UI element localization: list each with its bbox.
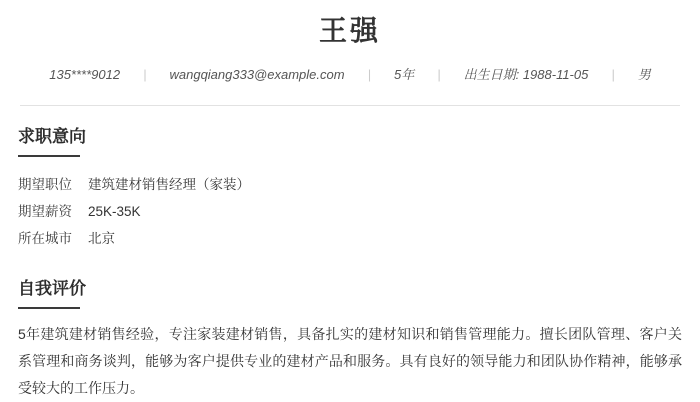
self-evaluation-text: 5年建筑建材销售经验，专注家装建材销售，具备扎实的建材知识和销售管理能力。擅长团队管理、客户关系管理和商务谈判，能够为客户提供专业的建材产品和服务。具有良好的领导能力和团队协作精神，能够承受较大的工作压力。 — [18, 326, 682, 396]
section-self-evaluation — [0, 279, 700, 402]
field-row-expected-salary — [18, 205, 682, 219]
contact-phone: 135****9012 — [49, 67, 121, 82]
section-title-underline — [18, 155, 80, 157]
contact-info-row — [0, 67, 700, 83]
field-value-current-city: 北京 — [88, 231, 115, 246]
contact-gender: 男 — [637, 67, 651, 82]
field-value-expected-position: 建筑建材销售经理（家装） — [88, 177, 250, 192]
section-title-self-evaluation: 自我评价 — [18, 279, 86, 298]
field-row-expected-position — [18, 178, 682, 192]
field-label-current-city: 所在城市 — [18, 231, 72, 246]
contact-experience: 5年 — [393, 67, 415, 82]
header-divider — [20, 105, 680, 106]
field-label-expected-salary: 期望薪资 — [18, 204, 72, 219]
contact-separator: | — [611, 67, 615, 82]
section-title-job-intention: 求职意向 — [18, 127, 86, 146]
candidate-name: 王强 — [318, 15, 381, 46]
field-value-expected-salary: 25K-35K — [88, 204, 141, 219]
section-job-intention — [0, 127, 700, 246]
contact-separator: | — [437, 67, 441, 82]
field-row-current-city — [18, 232, 682, 246]
contact-separator: | — [143, 67, 147, 82]
contact-email: wangqiang333@example.com — [169, 67, 345, 82]
field-label-expected-position: 期望职位 — [18, 177, 72, 192]
job-intention-fields — [18, 178, 682, 246]
section-title-underline — [18, 307, 80, 309]
contact-separator: | — [367, 67, 371, 82]
contact-birth-date: 出生日期: 1988-11-05 — [463, 67, 589, 82]
